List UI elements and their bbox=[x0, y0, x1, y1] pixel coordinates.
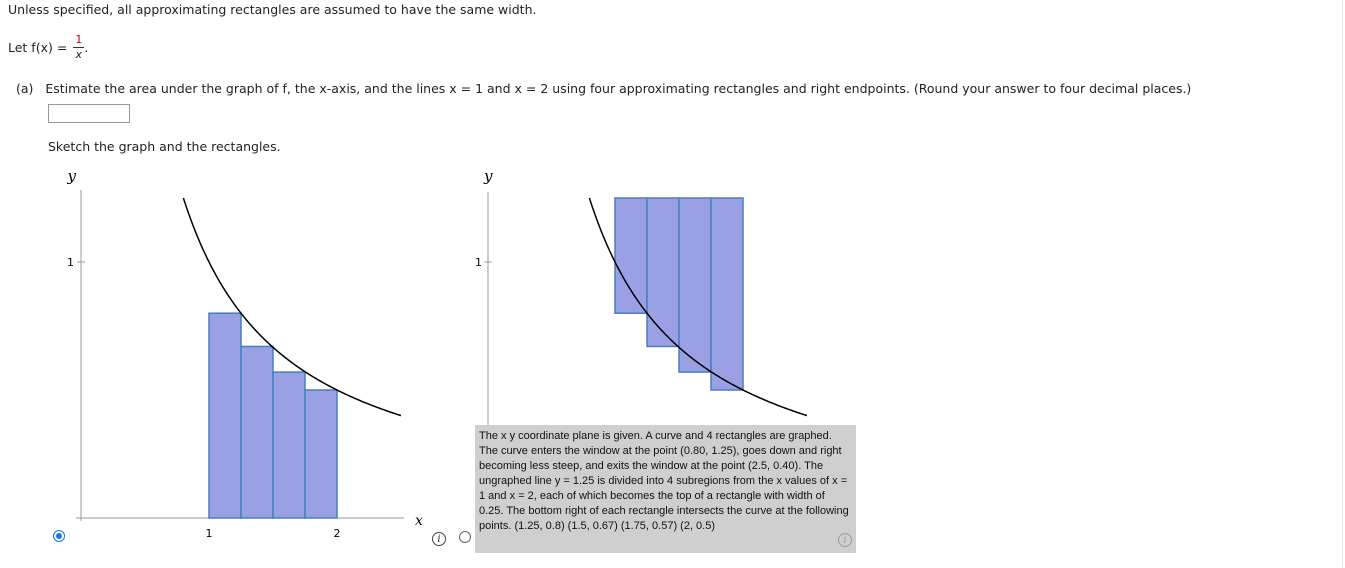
fraction-denominator: x bbox=[75, 48, 83, 61]
left-graph bbox=[67, 167, 423, 540]
rectangle-3 bbox=[679, 198, 711, 372]
left-x-tick-label-1: 1 bbox=[205, 527, 213, 540]
right-y-axis-label: y bbox=[484, 167, 493, 185]
function-prefix: Let f(x) = bbox=[8, 40, 68, 55]
left-rectangles bbox=[209, 313, 337, 518]
rectangle-3 bbox=[273, 372, 305, 518]
question-text: Estimate the area under the graph of f, the x-axis, and the lines x = 1 and x = 2 using four approximating rectangles and right endpoints. (Round your answer to four decimal places.) bbox=[45, 81, 1192, 96]
left-y-tick-label: 1 bbox=[67, 256, 74, 269]
graph-option-left-radio[interactable] bbox=[53, 530, 65, 542]
question-part-label: (a) bbox=[16, 81, 34, 96]
graph-option-right-radio[interactable] bbox=[459, 531, 471, 543]
rectangle-1 bbox=[209, 313, 241, 518]
right-y-tick-label: 1 bbox=[475, 256, 482, 269]
right-graph bbox=[475, 167, 807, 425]
info-icon bbox=[838, 533, 852, 547]
rectangle-2 bbox=[647, 198, 679, 346]
info-icon[interactable] bbox=[432, 532, 446, 546]
alt-text-content: The x y coordinate plane is given. A curve and 4 rectangles are graphed. The curve enters the window at the point (0.80, 1.25), goes down and right becoming less steep, and exits the window at the point (2.5, 0.40). The ungraphed line y = 1.25 is divided into 4 subregions from the x values of x = 1 and x = 2, each of which becomes the top of a rectangle with width of 0.25. The bottom right of each rectangle intersects the curve at the following points. (1.25, 0.8) (1.5, 0.67) (1.75, 0.57) (2, 0.5) bbox=[479, 430, 849, 532]
right-rectangles bbox=[615, 198, 743, 390]
left-x-tick-label-2: 2 bbox=[333, 527, 341, 540]
left-x-axis-label: x bbox=[415, 513, 423, 529]
alt-info-glyph: i bbox=[843, 534, 847, 546]
function-suffix: . bbox=[84, 40, 89, 55]
graph-alt-text-tooltip bbox=[475, 425, 856, 553]
rectangle-4 bbox=[711, 198, 743, 390]
rectangle-1 bbox=[615, 198, 647, 313]
rectangle-2 bbox=[241, 346, 273, 518]
sketch-prompt: Sketch the graph and the rectangles. bbox=[48, 139, 281, 154]
instructions-text: Unless specified, all approximating rectangles are assumed to have the same width. bbox=[8, 2, 537, 17]
rectangle-4 bbox=[305, 390, 337, 518]
fraction-numerator: 1 bbox=[75, 33, 83, 46]
left-y-axis-label: y bbox=[67, 167, 76, 185]
info-icon-glyph: i bbox=[437, 533, 441, 545]
